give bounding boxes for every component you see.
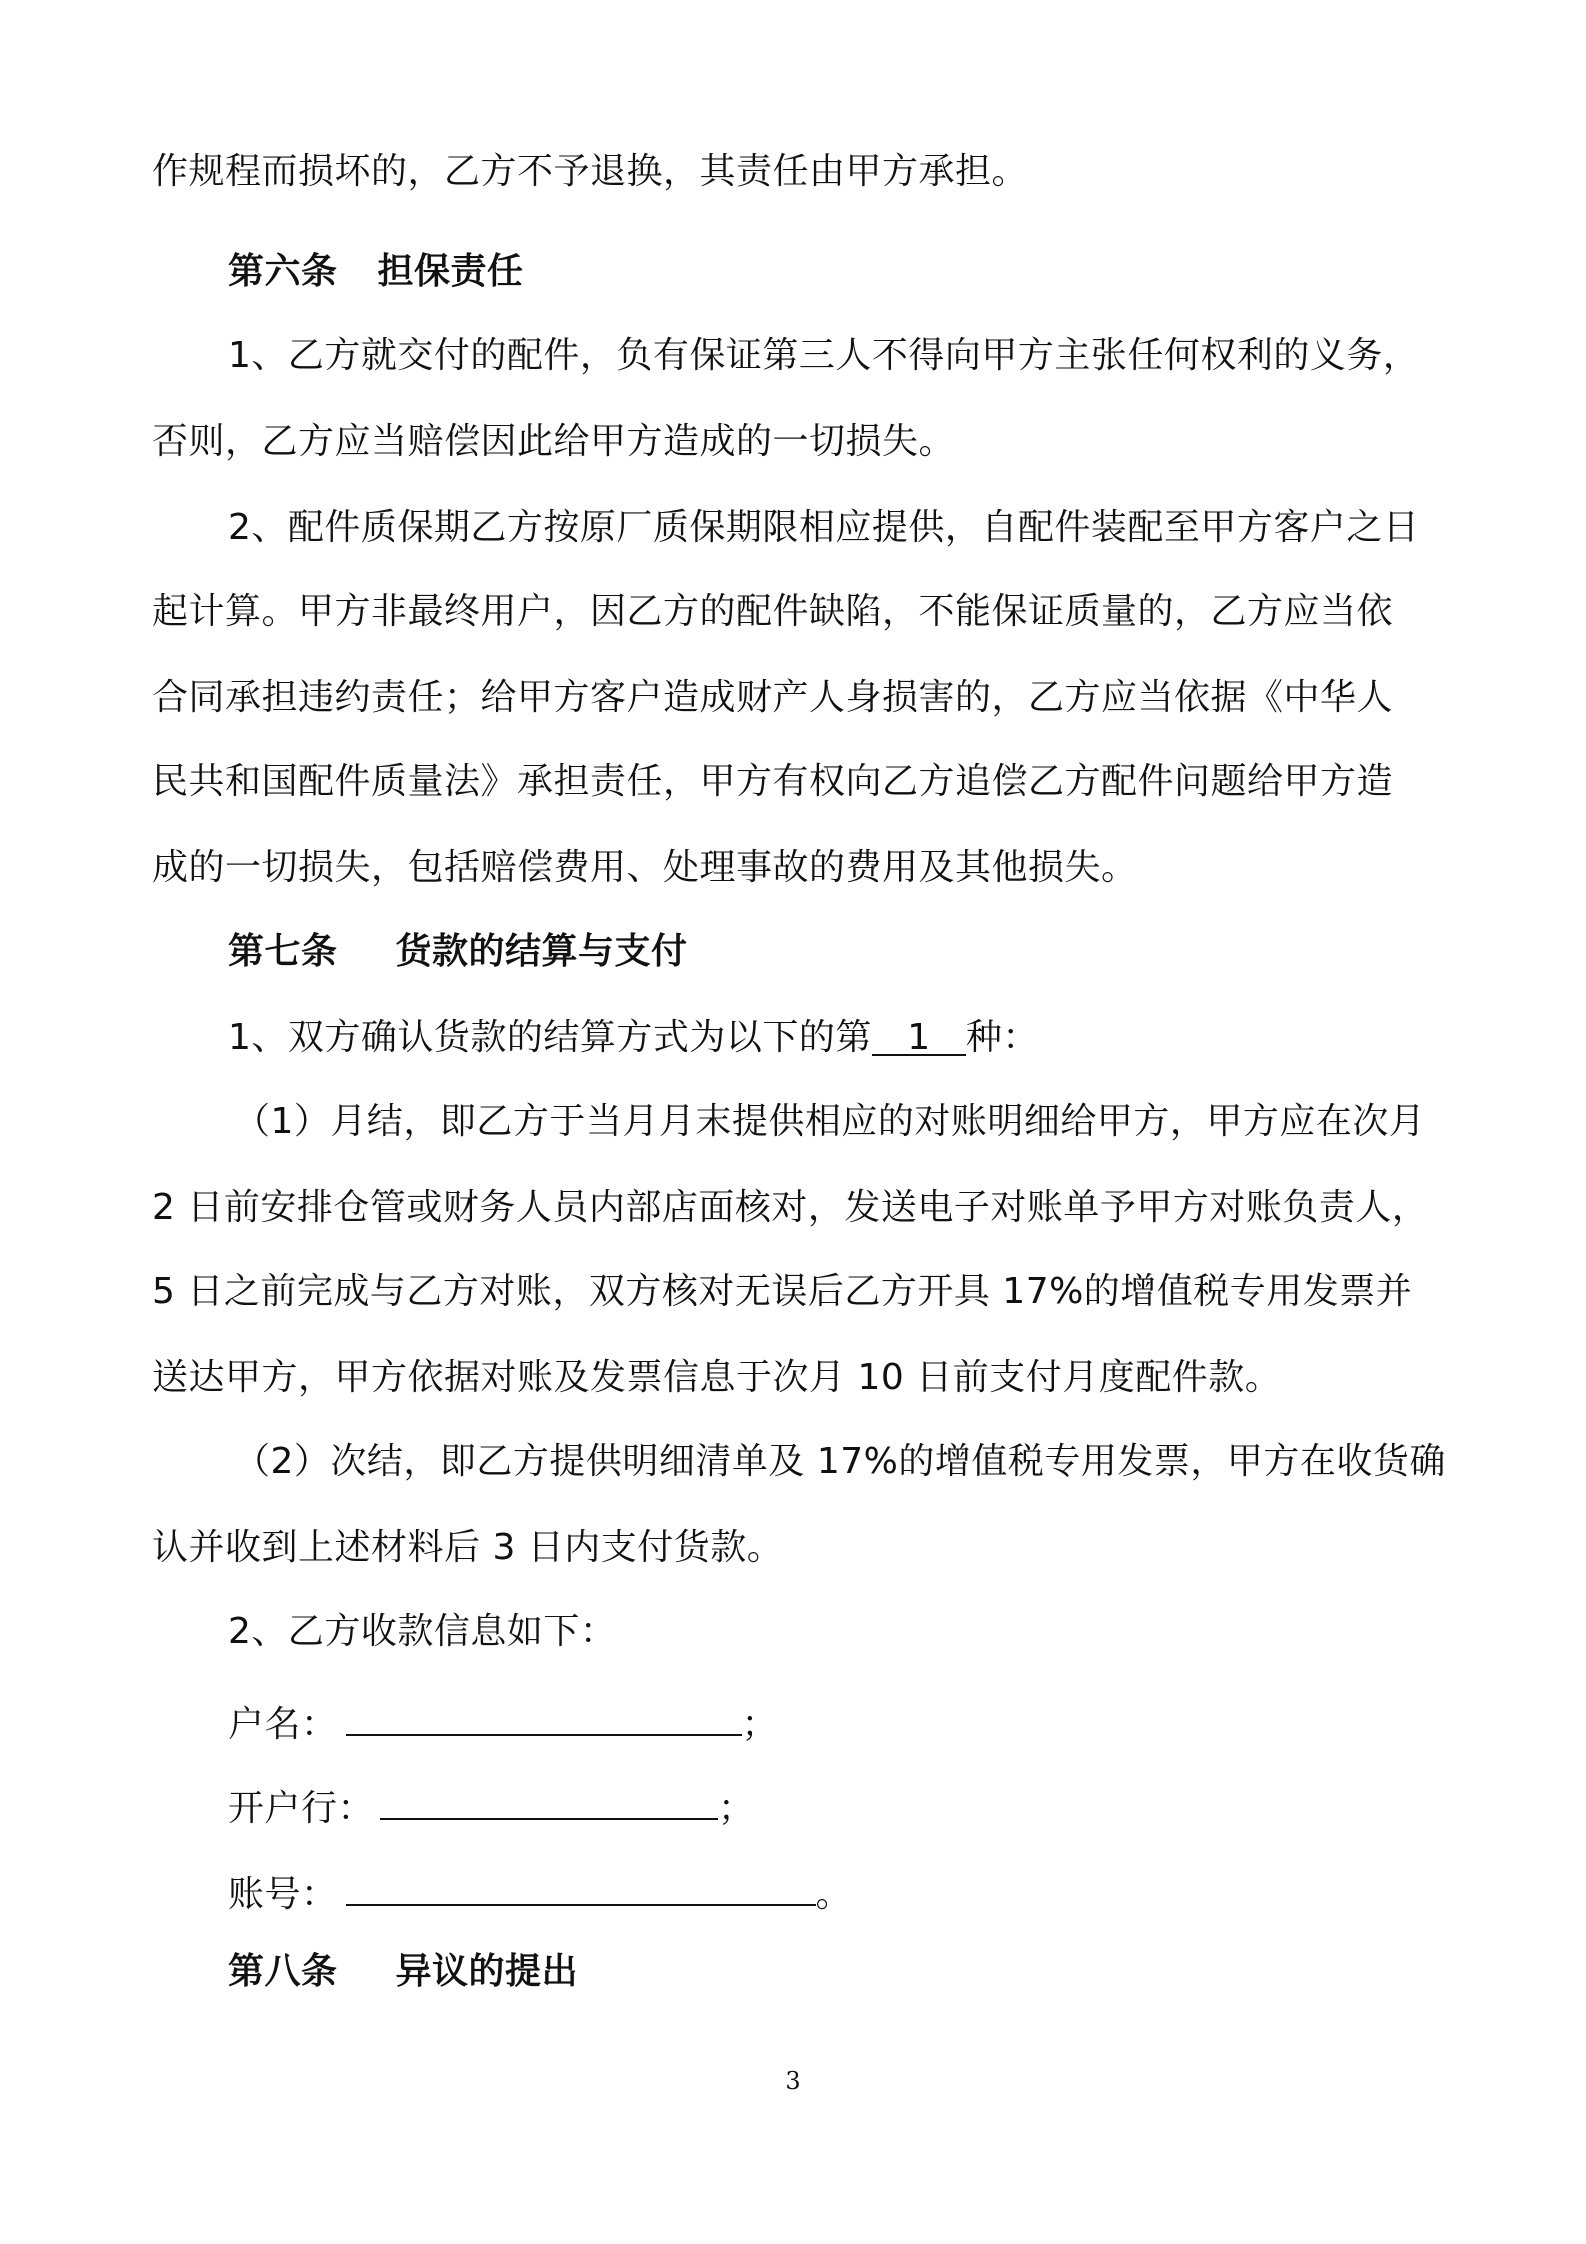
bank-line — [228, 1778, 755, 1833]
article-8-heading — [228, 1948, 578, 1996]
article-7-heading — [228, 928, 688, 976]
line-text: 。 — [815, 1874, 853, 1915]
article-number: 第七条 — [228, 931, 338, 972]
paragraph-line: 否则，乙方应当赔偿因此给甲方造成的一切损失。 — [152, 421, 956, 462]
field-label: 账号： — [228, 1874, 338, 1915]
line-text: 1、双方确认货款的结算方式为以下的第 — [228, 1017, 872, 1058]
paragraph-line: 成的一切损失，包括赔偿费用、处理事故的费用及其他损失。 — [152, 847, 1138, 888]
account-name-line — [228, 1694, 778, 1749]
paragraph-line: 送达甲方，甲方依据对账及发票信息于次月 10 日前支付月度配件款。 — [152, 1357, 1282, 1398]
paragraph-line: （1）月结，即乙方于当月月末提供相应的对账明细给甲方，甲方应在次月 — [234, 1101, 1426, 1142]
paragraph-line: 2、配件质保期乙方按原厂质保期限相应提供，自配件装配至甲方客户之日 — [228, 507, 1420, 548]
account-name-field[interactable] — [346, 1694, 742, 1736]
paragraph-line: 作规程而损坏的，乙方不予退换，其责任由甲方承担。 — [152, 151, 1029, 192]
article-6-heading — [228, 248, 524, 296]
paragraph-line: 民共和国配件质量法》承担责任，甲方有权向乙方追偿乙方配件问题给甲方造 — [152, 761, 1394, 802]
settlement-method-line — [228, 1014, 1039, 1062]
article-title: 异议的提出 — [395, 1951, 579, 1992]
line-text: ； — [741, 1704, 779, 1745]
line-text: ； — [718, 1788, 755, 1829]
paragraph-line: 2 日前安排仓管或财务人员内部店面核对，发送电子对账单予甲方对账负责人， — [152, 1187, 1429, 1228]
paragraph-line: 认并收到上述材料后 3 日内支付货款。 — [152, 1527, 784, 1568]
paragraph-line: 5 日之前完成与乙方对账，双方核对无误后乙方开具 17%的增值税专用发票并 — [152, 1271, 1413, 1312]
paragraph-line: 合同承担违约责任；给甲方客户造成财产人身损害的，乙方应当依据《中华人 — [152, 677, 1394, 718]
article-number: 第八条 — [228, 1951, 338, 1992]
page-number: 3 — [785, 2067, 801, 2095]
field-label: 户名： — [228, 1704, 338, 1745]
paragraph-line: 2、乙方收款信息如下： — [228, 1611, 617, 1652]
article-number: 第六条 — [228, 251, 338, 292]
paragraph-line: 1、乙方就交付的配件，负有保证第三人不得向甲方主张任何权利的义务， — [228, 335, 1420, 376]
article-title: 担保责任 — [377, 251, 524, 292]
settlement-method-field[interactable]: 1 — [872, 1014, 966, 1056]
paragraph-line: （2）次结，即乙方提供明细清单及 17%的增值税专用发票，甲方在收货确 — [234, 1441, 1446, 1482]
account-number-line — [228, 1864, 852, 1919]
bank-field[interactable] — [380, 1778, 718, 1820]
field-label: 开户行： — [228, 1788, 375, 1829]
paragraph-line: 起计算。甲方非最终用户，因乙方的配件缺陷，不能保证质量的，乙方应当依 — [152, 591, 1394, 632]
article-title: 货款的结算与支付 — [395, 931, 688, 972]
line-text: 种： — [965, 1017, 1039, 1058]
account-number-field[interactable] — [346, 1864, 816, 1906]
